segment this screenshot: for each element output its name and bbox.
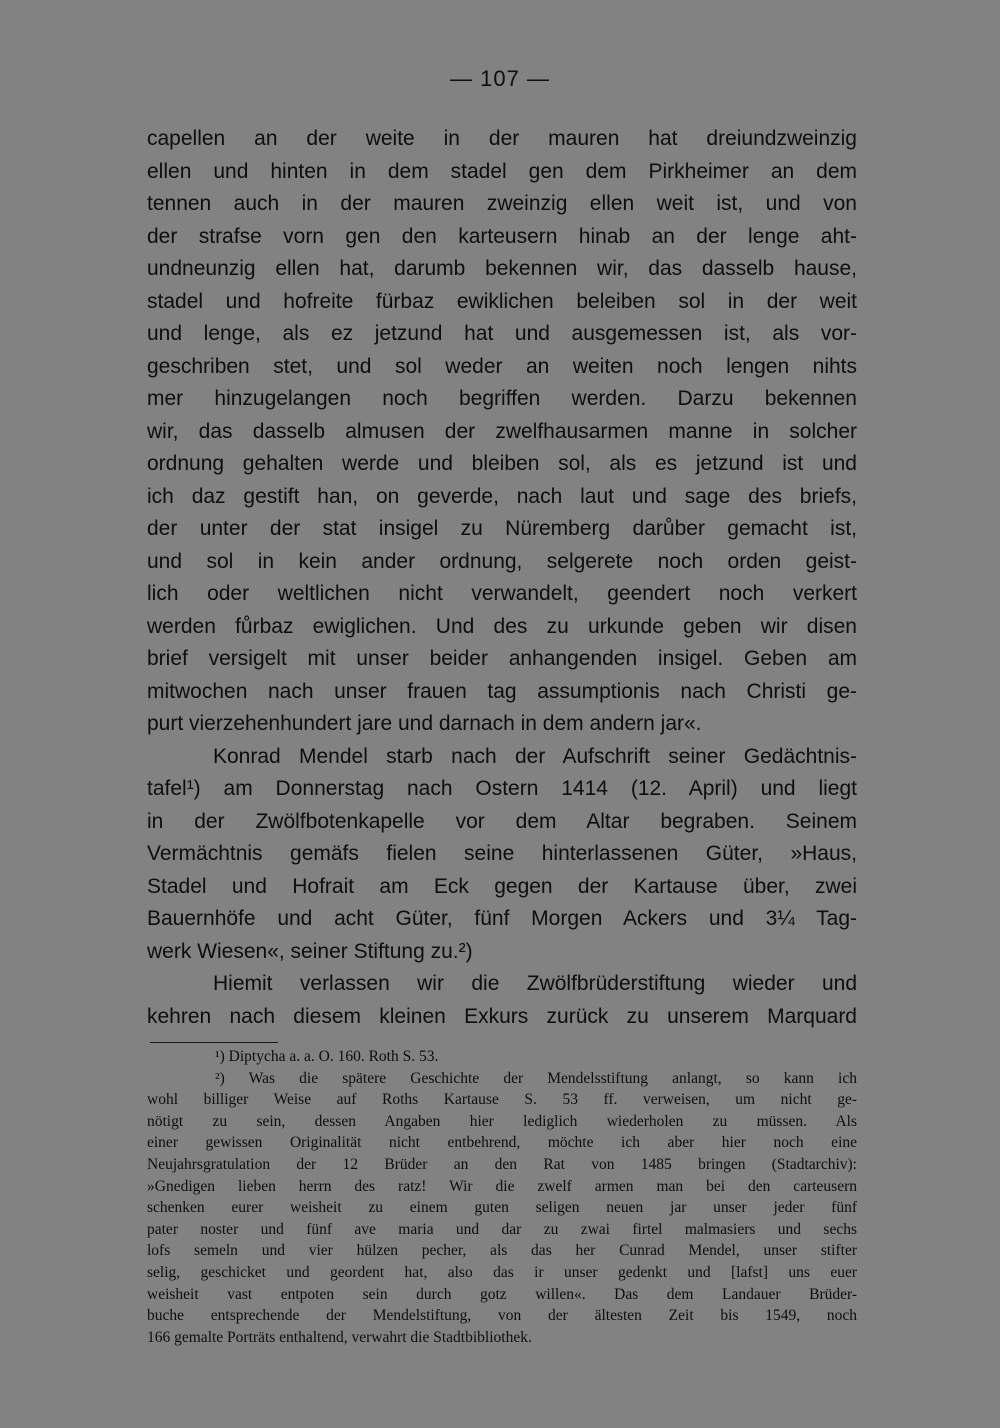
text-line: Vermächtnis gemäfs fielen seine hinterlassenen Güter, »Haus,	[147, 842, 857, 865]
text-line: in der Zwölfbotenkapelle vor dem Altar begraben. Seinem	[147, 809, 857, 833]
footnote-line: selig, geschicket und geordent hat, also das ir unser gedenkt und [lafst] uns euer	[147, 1263, 857, 1281]
footnote-line: einer gewissen Originalität nicht entbehrend, möchte ich aber hier noch eine	[147, 1134, 857, 1152]
text-line: wir, das dasselb almusen der zwelfhausarmen manne in solcher	[147, 419, 857, 443]
footnote-line: Neujahrsgratulation der 12 Brüder an den Rat von 1485 bringen (Stadtarchiv):	[147, 1155, 857, 1173]
footnote-line: ²) Was die spätere Geschichte der Mendelsstiftung anlangt, so kann ich	[215, 1069, 857, 1087]
text-line: kehren nach diesem kleinen Exkurs zurück zu unserem Marquard	[147, 1004, 857, 1028]
text-line: werden fůrbaz ewiglichen. Und des zu urkunde geben wir disen	[147, 614, 857, 638]
footnote-line: pater noster und fünf ave maria und dar zu zwai firtel malmasiers und sechs	[147, 1220, 857, 1238]
footnote-line: nötigt zu sein, dessen Angaben hier lediglich wiederholen zu müssen. Als	[147, 1112, 857, 1130]
text-line: tennen auch in der mauren zweinzig ellen weit ist, und von	[147, 192, 857, 215]
text-line: der strafse vorn gen den karteusern hinab an der lenge aht-	[147, 224, 857, 248]
text-line: undneunzig ellen hat, darumb bekennen wir, das dasselb hause,	[147, 257, 857, 280]
text-line: brief versigelt mit unser beider anhangenden insigel. Geben am	[147, 647, 857, 670]
footnote-line: ¹) Diptycha a. a. O. 160. Roth S. 53.	[215, 1048, 439, 1065]
text-line: werk Wiesen«, seiner Stiftung zu.²)	[147, 939, 473, 963]
text-line: und sol in kein ander ordnung, selgerete noch orden geist-	[147, 549, 857, 573]
main-text	[147, 123, 857, 1033]
footnote-line: weisheit vast entpoten sein durch gotz willen«. Das dem Landauer Brüder-	[147, 1285, 857, 1303]
text-line: ordnung gehalten werde und bleiben sol, als es jetzund ist und	[147, 452, 857, 475]
text-line: lich oder weltlichen nicht verwandelt, geendert noch verkert	[147, 582, 857, 605]
footnote-line: wohl billiger Weise auf Roths Kartause S. 53 ff. verweisen, um nicht ge-	[147, 1091, 857, 1109]
text-line: tafel¹) am Donnerstag nach Ostern 1414 (12. April) und liegt	[147, 777, 857, 800]
text-line: ellen und hinten in dem stadel gen dem Pirkheimer an dem	[147, 159, 857, 183]
footnote-line: »Gnedigen lieben herrn des ratz! Wir die zwelf armen man bei den carteusern	[147, 1177, 857, 1195]
text-line: und lenge, als ez jetzund hat und ausgemessen ist, als vor-	[147, 322, 857, 345]
text-line: Bauernhöfe und acht Güter, fünf Morgen Ackers und 3¼ Tag-	[147, 907, 857, 930]
text-line: capellen an der weite in der mauren hat dreiundzweinzig	[147, 127, 857, 150]
text-line: mitwochen nach unser frauen tag assumptionis nach Christi ge-	[147, 679, 857, 703]
footnotes	[147, 1046, 857, 1348]
footnote-line: buche entsprechende der Mendelstiftung, von der ältesten Zeit bis 1549, noch	[147, 1307, 857, 1325]
text-line: mer hinzugelangen noch begriffen werden. Darzu bekennen	[147, 387, 857, 410]
footnote-line: 166 gemalte Porträts enthaltend, verwahrt die Stadtbibliothek.	[147, 1328, 532, 1346]
page-number: — 107 —	[450, 66, 550, 91]
footnote-line: schenken eurer weisheit zu einem guten seligen neuen jar unser jeder fünf	[147, 1199, 857, 1217]
text-line: stadel und hofreite fürbaz ewiklichen beleiben sol in der weit	[147, 289, 857, 313]
footnote-divider	[150, 1042, 278, 1043]
text-line: der unter der stat insigel zu Nüremberg darůber gemacht ist,	[147, 517, 857, 540]
text-line: Hiemit verlassen wir die Zwölfbrüderstiftung wieder und	[213, 972, 857, 995]
text-line: Konrad Mendel starb nach der Aufschrift seiner Gedächtnis-	[213, 744, 857, 768]
text-line: ich daz gestift han, on geverde, nach laut und sage des briefs,	[147, 484, 857, 508]
text-line: purt vierzehenhundert jare und darnach in dem andern jar«.	[147, 712, 702, 735]
footnote-line: lofs semeln und vier hülzen pecher, als das her Cunrad Mendel, unser stifter	[147, 1242, 857, 1260]
text-line: geschriben stet, und sol weder an weiten noch lengen nihts	[147, 354, 857, 378]
text-line: Stadel und Hofrait am Eck gegen der Kartause über, zwei	[147, 874, 857, 898]
